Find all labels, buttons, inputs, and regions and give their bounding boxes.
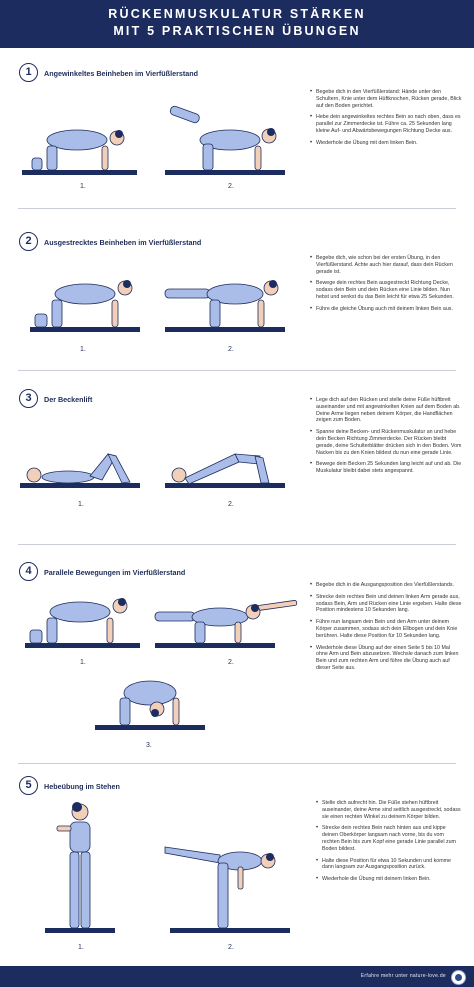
step-title-5: Hebeübung im Stehen — [44, 782, 120, 791]
leg — [32, 158, 42, 170]
figure-label-5-1: 1. — [78, 944, 84, 951]
head — [27, 468, 41, 482]
torso — [185, 454, 239, 484]
instruction-1-3: • Wiederhole die Übung mit dem linken Bein. — [310, 140, 462, 147]
exercise-mat — [45, 928, 115, 933]
figure-label-2-1: 1. — [80, 346, 86, 353]
figure-label-4-2: 2. — [228, 659, 234, 666]
arm — [235, 622, 241, 643]
thigh — [52, 300, 62, 327]
arm — [258, 300, 264, 327]
exercise-mat — [170, 928, 290, 933]
exercise-mat — [22, 170, 137, 175]
shin — [108, 454, 130, 483]
hair — [72, 802, 82, 812]
raised-leg — [165, 847, 220, 863]
step-title-4: Parallele Bewegungen im Vierfüßlerstand — [44, 568, 186, 577]
instruction-5-2: • Strecke dein rechtes Bein nach hinten aus und kippe deinen Oberkörper langsam nach vorne, bis du vom rechten Bein bis zum Kopf eine gerade Linie parallel zum Boden bildest. — [316, 825, 462, 852]
exercise-4-figure-1 — [25, 588, 140, 653]
figure-label-2-2: 2. — [228, 346, 234, 353]
thigh — [210, 300, 220, 327]
exercise-5-figure-1 — [45, 800, 115, 938]
section-divider — [18, 208, 456, 209]
step-5-instructions — [316, 800, 462, 888]
hair — [115, 130, 123, 138]
head — [172, 468, 186, 482]
exercise-5-figure-2 — [160, 825, 300, 938]
exercise-mat — [155, 643, 275, 648]
raised-leg — [169, 105, 200, 124]
figure-label-1-1: 1. — [80, 183, 86, 190]
step-number-5: 5 — [19, 776, 38, 795]
torso — [70, 822, 90, 852]
exercise-mat — [95, 725, 205, 730]
instruction-4-3: • Führe nun langsam dein Bein und den Arm unter deinem Körper zusammen, sodass sich dein Ellbogen und dein Knie berühren. Halte diese Position für 10 Sekunden lang. — [310, 619, 462, 639]
instruction-4-1: • Begebe dich in die Ausgangsposition des Vierfüßlerstands. — [310, 582, 462, 589]
torso — [50, 602, 110, 622]
step-2-instructions — [310, 255, 462, 318]
instruction-2-1: • Begebe dich, wie schon bei der ersten Übung, in den Vierfüßlerstand. Achte auch hier darauf, dass dein Rücken gerade ist. — [310, 255, 462, 275]
hair — [118, 598, 126, 606]
step-1-instructions — [310, 89, 462, 152]
exercise-mat — [25, 643, 140, 648]
hair — [269, 280, 277, 288]
step-number-1: 1 — [19, 63, 38, 82]
exercise-3-figure-2 — [165, 448, 285, 493]
exercise-mat — [20, 483, 140, 488]
standing-leg — [120, 698, 130, 725]
footer-text[interactable]: Erfahre mehr unter nature-love.de — [360, 973, 446, 979]
arm — [102, 146, 108, 170]
figure-label-4-3: 3. — [146, 742, 152, 749]
arm — [238, 867, 243, 889]
arm-left — [57, 826, 71, 831]
extended-leg — [165, 289, 210, 298]
exercise-mat — [165, 483, 285, 488]
page-footer — [0, 966, 474, 987]
instruction-5-4: • Wiederhole die Übung mit deinem linken Bein. — [316, 876, 462, 883]
figure-label-3-2: 2. — [228, 501, 234, 508]
step-number-2: 2 — [19, 232, 38, 251]
instruction-2-3: • Führe die gleiche Übung auch mit deinem linken Bein aus. — [310, 306, 462, 313]
instruction-2-2: • Bewege dein rechtes Bein ausgestreckt Richtung Decke, sodass dein Bein und dein Rücken eine Linie bilden. Nun hebst und senkst du das Bein leicht für etwa 25 Sekunden. — [310, 280, 462, 300]
arm — [112, 300, 118, 327]
thigh — [203, 144, 213, 170]
exercise-2-figure-1 — [30, 262, 140, 337]
exercise-2-figure-2 — [165, 262, 285, 337]
torso — [42, 471, 94, 483]
shin — [255, 456, 269, 483]
thigh — [47, 146, 57, 170]
instruction-5-3: • Halte diese Position für etwa 10 Sekunden und komme dann langsam zur Ausgangsposition zurück. — [316, 858, 462, 872]
thigh — [195, 622, 205, 643]
hair — [151, 709, 159, 717]
exercise-4-figure-2 — [155, 598, 300, 653]
leg — [30, 630, 42, 643]
standing-leg — [218, 863, 228, 928]
step-4-instructions — [310, 582, 462, 677]
step-title-1: Angewinkeltes Beinheben im Vierfüßlerstand — [44, 69, 199, 78]
figure-label-4-1: 1. — [80, 659, 86, 666]
header-title-line1: RÜCKENMUSKULATUR STÄRKEN — [108, 7, 366, 21]
hair — [267, 128, 275, 136]
hair — [266, 853, 274, 861]
brand-logo-icon — [451, 970, 466, 985]
section-divider — [18, 544, 456, 545]
arm — [173, 698, 179, 725]
step-title-2: Ausgestrecktes Beinheben im Vierfüßlerstand — [44, 238, 202, 247]
page-header — [0, 0, 474, 48]
arm — [255, 146, 261, 170]
instruction-4-2: • Strecke dein rechtes Bein und deinen linken Arm gerade aus, sodass Bein, Arm und Rücken eine Linie ergeben. Halte diese Position mindestens 10 Sekunden lang. — [310, 594, 462, 614]
section-divider — [18, 370, 456, 371]
header-title-line2: MIT 5 PRAKTISCHEN ÜBUNGEN — [113, 24, 361, 38]
thigh — [47, 618, 57, 643]
exercise-mat — [30, 327, 140, 332]
exercise-mat — [165, 170, 285, 175]
figure-label-5-2: 2. — [228, 944, 234, 951]
instruction-4-4: • Wiederhole diese Übung auf der einen Seite 5 bis 10 Mal ohne Arm und Bein abzusetzen. Wechsle danach zum linken Bein und zum rechten Arm und führe die Übung auch auf dieser Seite aus. — [310, 645, 462, 672]
exercise-4-figure-3 — [95, 673, 205, 735]
torso — [55, 284, 115, 304]
step-number-3: 3 — [19, 389, 38, 408]
figure-label-1-2: 2. — [228, 183, 234, 190]
exercise-mat — [165, 327, 285, 332]
instruction-3-1: • Lege dich auf den Rücken und stelle deine Füße hüftbreit auseinander und mit angewinkelten Knien auf dem Boden ab. Deine Arme liegen neben deinem Körper, die Handflächen zeigen zum Boden. — [310, 397, 462, 424]
torso — [124, 681, 176, 705]
exercise-3-figure-1 — [20, 448, 140, 493]
instruction-3-3: • Bewege dein Becken 25 Sekunden lang leicht auf und ab. Die Muskulatur bleibt dabei stets angespannt. — [310, 461, 462, 475]
instruction-1-2: • Hebe dein angewinkeltes rechtes Bein so nach oben, dass es parallel zur Zimmerdecke ist. Führe ca. 25 Sekunden lang kleine Auf- und Abwärtsbewegungen Richtung Decke aus. — [310, 114, 462, 134]
step-3-instructions — [310, 397, 462, 480]
instruction-5-1: • Stelle dich aufrecht hin. Die Füße stehen hüftbreit auseinander, deine Arme sind seitlich ausgestreckt, sodass sie einen rechten Winkel zu deinem Körper bilden. — [316, 800, 462, 820]
exercise-1-figure-1 — [22, 118, 137, 180]
extended-arm — [255, 600, 297, 611]
instruction-3-2: • Spanne deine Becken- und Rückenmuskulatur an und hebe dein Becken Richtung Zimmerdecke. Der Rücken bleibt gerade, deine Schulterblätter drücken sich in den Boden. Vom Nacken bis zu den Knien bildest du nun eine gerade Linie. — [310, 429, 462, 456]
step-title-3: Der Beckenlift — [44, 395, 93, 404]
figure-label-3-1: 1. — [78, 501, 84, 508]
hair — [123, 280, 131, 288]
leg-right — [81, 852, 90, 928]
leg — [35, 314, 47, 327]
leg-left — [70, 852, 79, 928]
arm — [107, 618, 113, 643]
hair — [251, 604, 259, 612]
section-divider — [18, 763, 456, 764]
instruction-1-1: • Begebe dich in den Vierfüßlerstand: Hände unter den Schultern, Knie unter dem Hüftknochen, Rücken gerade, Blick auf den Boden gerichtet. — [310, 89, 462, 109]
exercise-1-figure-2 — [165, 108, 285, 180]
extended-leg — [155, 612, 195, 621]
step-number-4: 4 — [19, 562, 38, 581]
